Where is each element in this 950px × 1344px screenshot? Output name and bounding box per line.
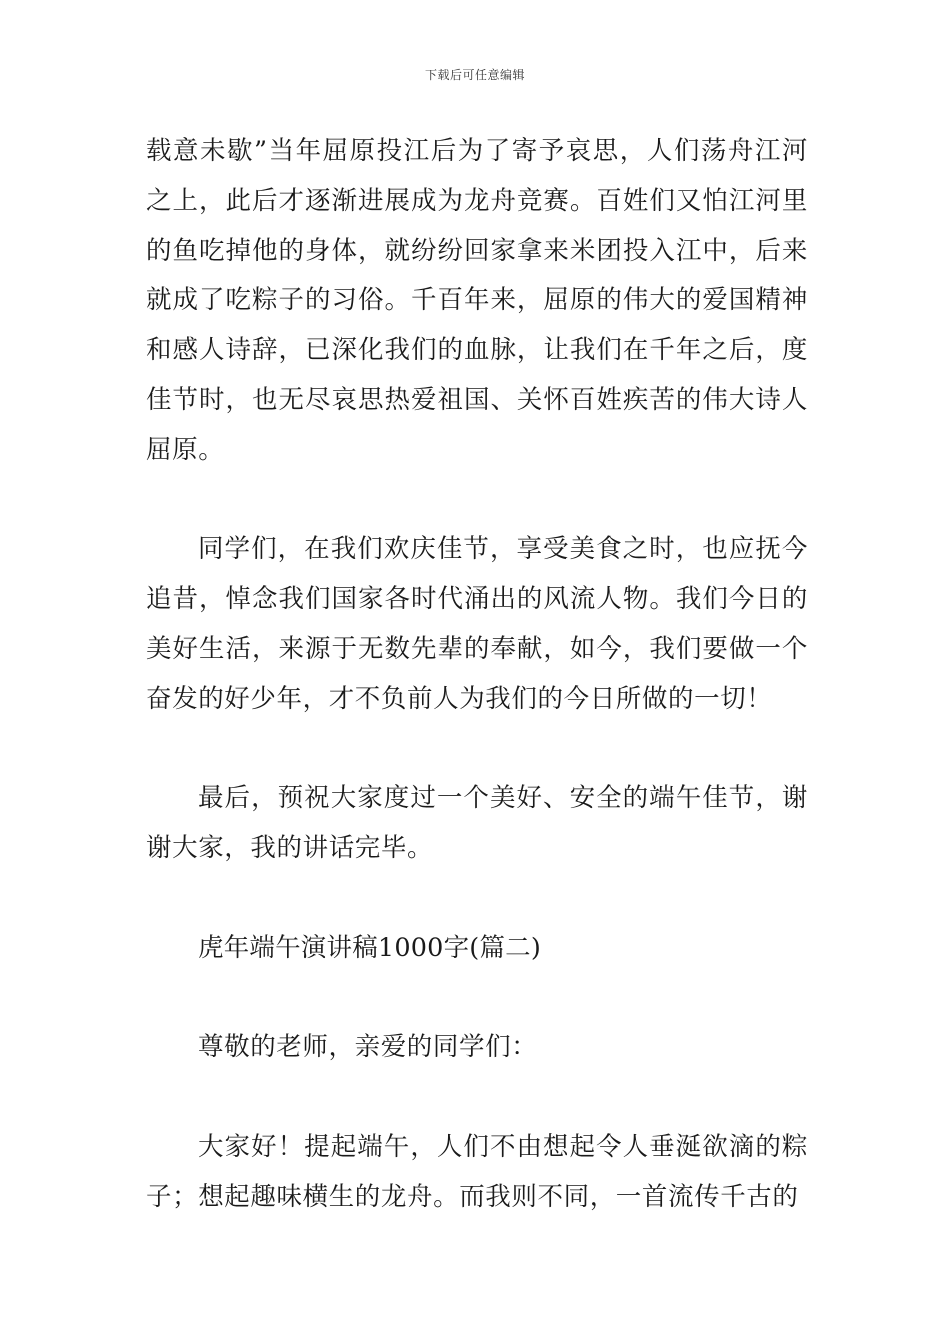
section-heading: 虎年端午演讲稿1000字(篇二) <box>198 932 541 963</box>
paragraph-quyuan-legend: 载意未歇”当年屈原投江后为了寄予哀思，人们荡舟江河之上，此后才逐渐进展成为龙舟竞赛。百姓们又怕江河里的鱼吃掉他的身体，就纷纷回家拿来米团投入江中，后来就成了吃粽子的习俗。千百年来，屈原的伟大的爱国精神和感人诗辞，已深化我们的血脉，让我们在千年之后，度佳节时，也无尽哀思热爱祖国、关怀百姓疾苦的伟大诗人屈原。 <box>146 136 808 465</box>
page-header-note: 下载后可任意编辑 <box>424 68 525 82</box>
document-body <box>146 127 808 1223</box>
paragraph-spacer <box>146 974 808 1024</box>
paragraph-spacer <box>146 874 808 924</box>
salutation: 尊敬的老师，亲爱的同学们： <box>198 1032 538 1063</box>
paragraph-remember-heroes: 同学们，在我们欢庆佳节，享受美食之时，也应抚今追昔，悼念我们国家各时代涌出的风流人物。我们今日的美好生活，来源于无数先辈的奉献，如今，我们要做一个奋发的好少年，才不负前人为我们的今日所做的一切！ <box>146 534 808 714</box>
paragraph-spacer <box>146 476 808 526</box>
paragraph-spacer <box>146 1073 808 1123</box>
paragraph-spacer <box>146 725 808 775</box>
paragraph-closing-wishes: 最后，预祝大家度过一个美好、安全的端午佳节，谢谢大家，我的讲话完毕。 <box>146 783 808 864</box>
paragraph-opening: 大家好！提起端午，人们不由想起令人垂涎欲滴的粽子；想起趣味横生的龙舟。而我则不同，一首流传千古的 <box>146 1131 808 1212</box>
